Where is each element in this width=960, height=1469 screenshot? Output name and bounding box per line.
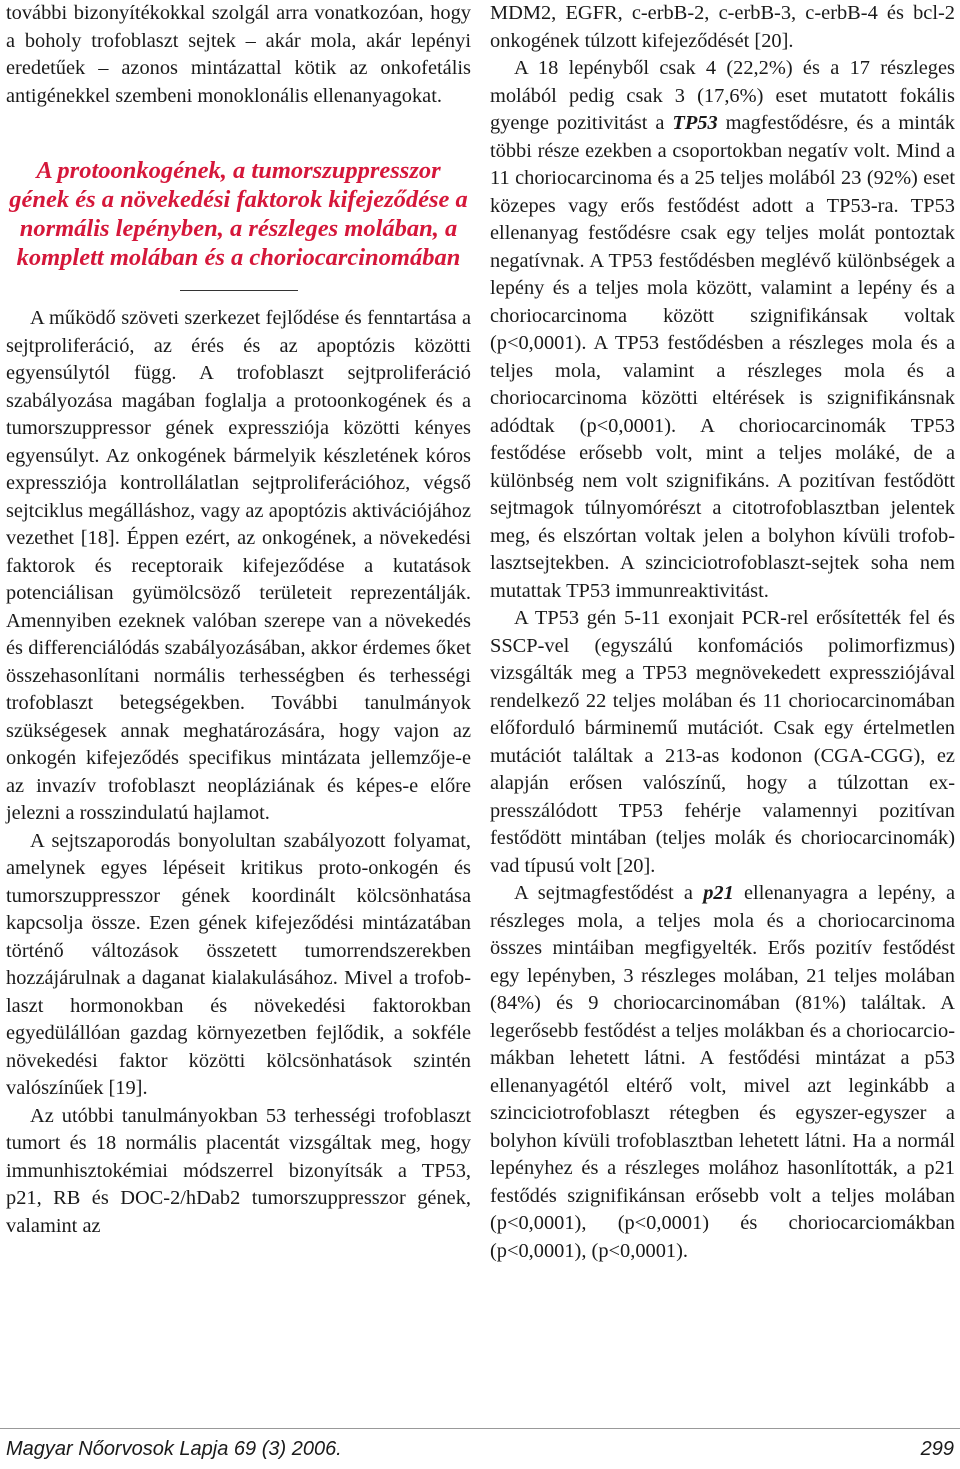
gene-name-p21: p21	[703, 882, 734, 904]
paragraph-tp53-mutation: A TP53 gén 5-11 exonjait PCR-rel erősítették fel és SSCP-vel (egyszálú konfomációs polimorfizmus) vizsgálták meg a TP53 megnövekedett expressziójával rendelkező 22 teljes molában és 11 choriocarcinomában előforduló bárminemű mutációt. Csak egy értelmetlen mutációt találtak a 213-as kodonon (CGA-CGG), ez alapján erősen valószínű, hogy a túlzottan expresszálódott TP53 fehérje valamennyi pozitívan festődött mintában (teljes molák és choriocarcinomák) vad típusú volt [20].	[490, 607, 955, 877]
gene-name-tp53: TP53	[672, 112, 718, 134]
section-title: A protoonkogének, a tumorszuppresszor gének és a növekedési faktorok kifejeződése a normális lepényben, a részleges molában, a komplett molában és a choriocarcinomában	[9, 157, 468, 271]
footer-divider	[0, 1428, 960, 1429]
paragraph-p21-staining	[490, 880, 955, 1265]
paragraph-tp53-staining	[490, 55, 955, 605]
paragraph-study-design: Az utóbbi tanulmányokban 53 terhességi trofoblaszt tumort és 18 normális placentát vizsgáltak meg, hogy immunhisztokémiai módszerrel bizonyítsák a TP53, p21, RB és DOC-2/hDab2 tumorszuppresszor gének, valamint az	[6, 1104, 471, 1237]
paragraph-oncogenes-continued: MDM2, EGFR, c-erbB-2, c-erbB-3, c-erbB-4 és bcl-2 onkogének túlzott kifejeződését [20].	[490, 2, 955, 52]
text-run: ellenanyagra a lepény, a részleges mola, a teljes mola és a choriocarcinoma összes mintáiban megfigyelték. Erős pozitív festődést egy lepényben, 3 részleges molában, 21 teljes molában (84%) és 9 choriocarcinomában (81%) találtak. A legerősebb festődést a teljes molákban és a choriocarciomákban lehetett látni. A festődési mintázat a p53 ellenanyagétól eltérő volt, mivel azt leginkább a szinciciotrofoblaszt rétegben és egyszer-egyszer a bolyhon kívüli trofoblasztban lehetett látni. Ha a normál lepényhez és a részleges molához hasonlították, a p21 festődés szignifikánsan erősebb volt a teljes molában (p<0,0001), (p<0,0001) és choriocarciomákban (p<0,0001), (p<0,0001).	[490, 882, 955, 1262]
text-run: A sejtmagfestődést a	[514, 882, 704, 904]
paragraph-intro-continued: további bizonyítékokkal szolgál arra vonatkozóan, hogy a boholy trofoblaszt sejtek – akár mola, akár lepényi eredetűek – azonos mintázattal kötik az onkofetális antigénekkel szembeni monoklonális ellenanyagokat.	[6, 2, 471, 107]
journal-citation: Magyar Nőorvosok Lapja 69 (3) 2006.	[6, 1438, 342, 1460]
right-column	[490, 0, 955, 1265]
paragraph-growth-regulation: A sejtszaporodás bonyolultan szabályozott folyamat, amelynek egyes lépéseit kritikus proto-onkogén és tumorszuppresszor gének koordinált kölcsönhatása kapcsolja össze. Ezen gének kifejeződési mintázatában történő változások összetett tumorrendszerekben hozzájárulnak a daganat kialakulásához. Mivel a trofoblaszt hormonokban és növekedési faktorokban egyedülállóan gazdag környezetben fejlődik, a sokféle növekedési faktor közötti kölcsönhatások szintén valószínűek [19].	[6, 829, 471, 1099]
text-run: magfestődésre, és a minták többi része ezekben a csoportokban negatív volt. Mind a 11 choriocarcinoma és a 25 teljes molából 23 (92%) eset közepes vagy erős festődést adott a TP53-ra. TP53 ellenanyag festődésre csak egy teljes molát pontoztak negatívnak. A TP53 festődésben meglévő különbségek a lepény és a teljes mola között, valamint a lepény és a choriocarcinoma között szignifikánsak voltak (p<0,0001). A TP53 festődésben a részleges mola és a teljes mola, valamint a részleges mola és a choriocarcinoma közötti eltérések is szignifikánsnak adódtak (p<0,0001). A choriocarcinomák TP53 festődése erősebb volt, mint a teljes moláké, de a különbség nem volt szignifikáns. A pozitívan festődött sejtmagok túlnyomórészt a citotrofoblasztban jelentek meg, és elszórtan voltak jelen a bolyhon kívüli trofoblasztsejtekben. A szinciciotrofoblaszt-sejtek soha nem mutattak TP53 immunreaktivitást.	[490, 112, 956, 602]
text-run: A 18 lepényből csak 4 (22,2%) és a 17 részleges molából pedig csak 3 (17,6%) eset mutatott fokális gyenge pozitivitást a	[490, 57, 955, 134]
left-column	[6, 0, 471, 1240]
title-divider	[180, 290, 298, 291]
page-number: 299	[920, 1438, 954, 1460]
paragraph-proliferation: A működő szöveti szerkezet fejlődése és fenntartása a sejtproliferáció, az érés és az apoptózis közötti egyensúlytól függ. A trofoblaszt sejtproliferáció szabályozása magában foglalja a protoonkogének és a tumorszuppressor gének expressziója közötti kényes egyensúlyt. Az onkogének bármelyik készletének kóros expressziója kontrollálatlan sejtproliferációhoz, végső sejtciklus megálláshoz, vagy az apoptózis aktivációjához vezethet [18]. Éppen ezért, az onkogének, a növekedési faktorok és receptoraik kifejeződése a kutatások potenciálisan gyümölcsöző területeit reprezentálják. Amennyiben ezeknek valóban szerepe van a növekedés és differenciálódás szabályozásában, akkor érdemes őket összehasonlítani normális terhességben és terhességi trofoblaszt betegségekben. További tanulmányok szükségesek annak meghatározására, hogy vajon az onkogén kifejeződés specifikus mintázata jellemzője-e az invazív trofoblaszt neopláziának és képes-e előre jelezni a rosszindulatú hajlamot.	[6, 307, 471, 824]
